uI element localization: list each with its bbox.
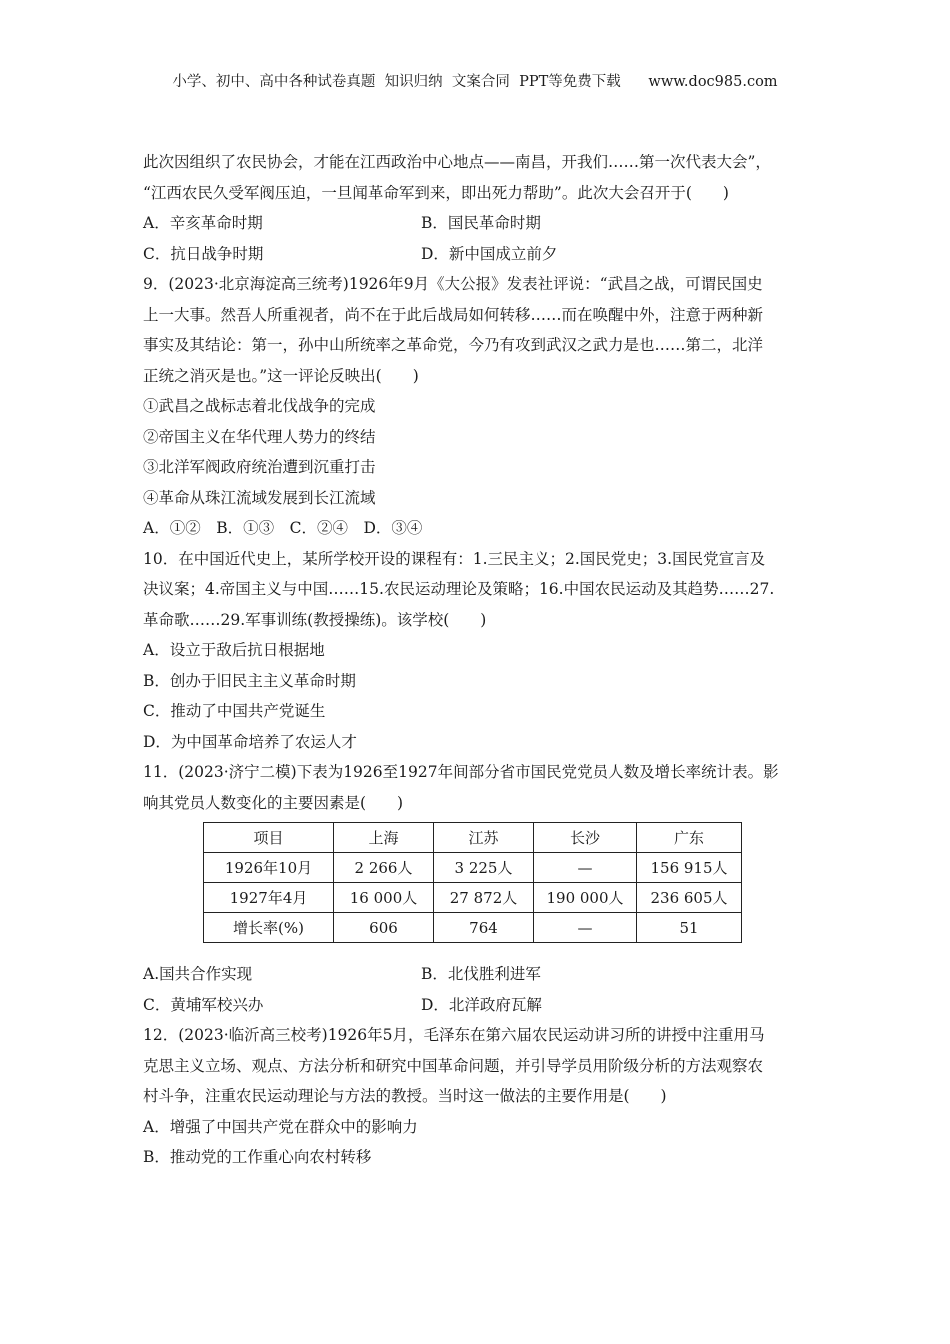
- table-cell: 190 000人: [534, 883, 637, 913]
- q9-text-line: 上一大事。然吾人所重视者，尚不在于此后战局如何转移……而在唤醒中外，注意于两种新: [143, 305, 764, 324]
- table-header-cell: 广东: [637, 823, 742, 853]
- table-header-row: [204, 823, 742, 853]
- q11-options-row: [143, 990, 813, 1021]
- q10-text-line: 决议案；4.帝国主义与中国……15.农民运动理论及策略；16.中国农民运动及其趋势……27.: [143, 580, 775, 598]
- table-cell: 3 225人: [434, 853, 534, 883]
- table-cell: 156 915人: [637, 853, 742, 883]
- q8-text-line: 此次因组织了农民协会，才能在江西政治中心地点——南昌，开我们……第一次代表大会”，: [143, 153, 771, 171]
- q12-text-line: 12．(2023·临沂高三校考)1926年5月，毛泽东在第六届农民运动讲习所的讲授中注重用马: [143, 1026, 765, 1044]
- table-row: [204, 853, 742, 883]
- table-cell: 606: [334, 913, 434, 943]
- q8-text-line: “江西农民久受军阀压迫，一旦闻革命军到来，即出死力帮助”。此次大会召开于( ): [143, 183, 729, 202]
- q9-item-4: ④革命从珠江流域发展到长江流域: [143, 488, 376, 507]
- q12-text-line: 村斗争，注重农民运动理论与方法的教授。当时这一做法的主要作用是( ): [143, 1087, 667, 1105]
- q9-text-line: 事实及其结论：第一，孙中山所统率之革命党，今乃有攻到武汉之武力是也……第二，北洋: [143, 336, 764, 354]
- table-cell: 1926年10月: [204, 853, 334, 883]
- q12-option-a: A．增强了中国共产党在群众中的影响力: [143, 1117, 418, 1136]
- q10-text-line: 10．在中国近代史上，某所学校开设的课程有：1.三民主义；2.国民党史；3.国民党宣言及: [143, 549, 766, 568]
- table-cell: 27 872人: [434, 883, 534, 913]
- q9-text-line: 正统之消灭是也。”这一评论反映出( ): [143, 366, 419, 385]
- q8-options-row: [143, 239, 813, 270]
- q11-text-line: 11．(2023·济宁二模)下表为1926至1927年间部分省市国民党党员人数及增长率统计表。影: [143, 763, 779, 781]
- q10-option-a: A．设立于敌后抗日根据地: [143, 641, 325, 659]
- q11-options-row: [143, 959, 813, 990]
- table-cell: 236 605人: [637, 883, 742, 913]
- q12-text-line: 克思主义立场、观点、方法分析和研究中国革命问题，并引导学员用阶级分析的方法观察农: [143, 1056, 764, 1075]
- table-cell: 2 266人: [334, 853, 434, 883]
- party-member-table: [203, 822, 742, 943]
- table-cell: 51: [637, 913, 742, 943]
- table-header-cell: 上海: [334, 823, 434, 853]
- q11-option-a: A.国共合作实现: [143, 965, 253, 983]
- table-header-cell: 长沙: [534, 823, 637, 853]
- q10-text-line: 革命歌……29.军事训练(教授操练)。该学校( ): [143, 610, 487, 629]
- q10-option-c: C．推动了中国共产党诞生: [143, 702, 326, 720]
- q8-option-b: B．国民革命时期: [421, 214, 541, 232]
- table-header-cell: 项目: [204, 823, 334, 853]
- q12-option-b: B．推动党的工作重心向农村转移: [143, 1148, 372, 1166]
- q9-text-line: 9．(2023·北京海淀高三统考)1926年9月《大公报》发表社评说：“武昌之战，可谓民国史: [143, 275, 763, 293]
- table-cell: 1927年4月: [204, 883, 334, 913]
- q9-options: A．①② B．①③ C．②④ D．③④: [143, 519, 423, 537]
- q10-option-b: B．创办于旧民主主义革命时期: [143, 671, 356, 690]
- page-header: 小学、初中、高中各种试卷真题 知识归纳 文案合同 PPT等免费下载 www.doc985.com: [172, 74, 778, 90]
- q11-text-line: 响其党员人数变化的主要因素是( ): [143, 793, 404, 812]
- q11-option-b: B．北伐胜利进军: [421, 965, 541, 983]
- table-header-cell: 江苏: [434, 823, 534, 853]
- q11-option-c: C．黄埔军校兴办: [143, 995, 264, 1014]
- question-content: [143, 147, 813, 1173]
- table-row: [204, 883, 742, 913]
- q11-option-d: D．北洋政府瓦解: [421, 995, 542, 1014]
- table-row: [204, 913, 742, 943]
- q10-option-d: D．为中国革命培养了农运人才: [143, 732, 357, 751]
- table-cell: 16 000人: [334, 883, 434, 913]
- table-cell: 增长率(%): [204, 913, 334, 943]
- q8-options-row: [143, 208, 813, 239]
- q9-item-2: ②帝国主义在华代理人势力的终结: [143, 427, 376, 446]
- q8-option-c: C．抗日战争时期: [143, 244, 264, 263]
- table-cell: 764: [434, 913, 534, 943]
- q9-item-3: ③北洋军阀政府统治遭到沉重打击: [143, 458, 376, 476]
- q8-option-a: A．辛亥革命时期: [143, 214, 263, 232]
- table-cell: —: [534, 853, 637, 883]
- q8-option-d: D．新中国成立前夕: [421, 244, 558, 263]
- q9-item-1: ①武昌之战标志着北伐战争的完成: [143, 397, 376, 415]
- table-cell: —: [534, 913, 637, 943]
